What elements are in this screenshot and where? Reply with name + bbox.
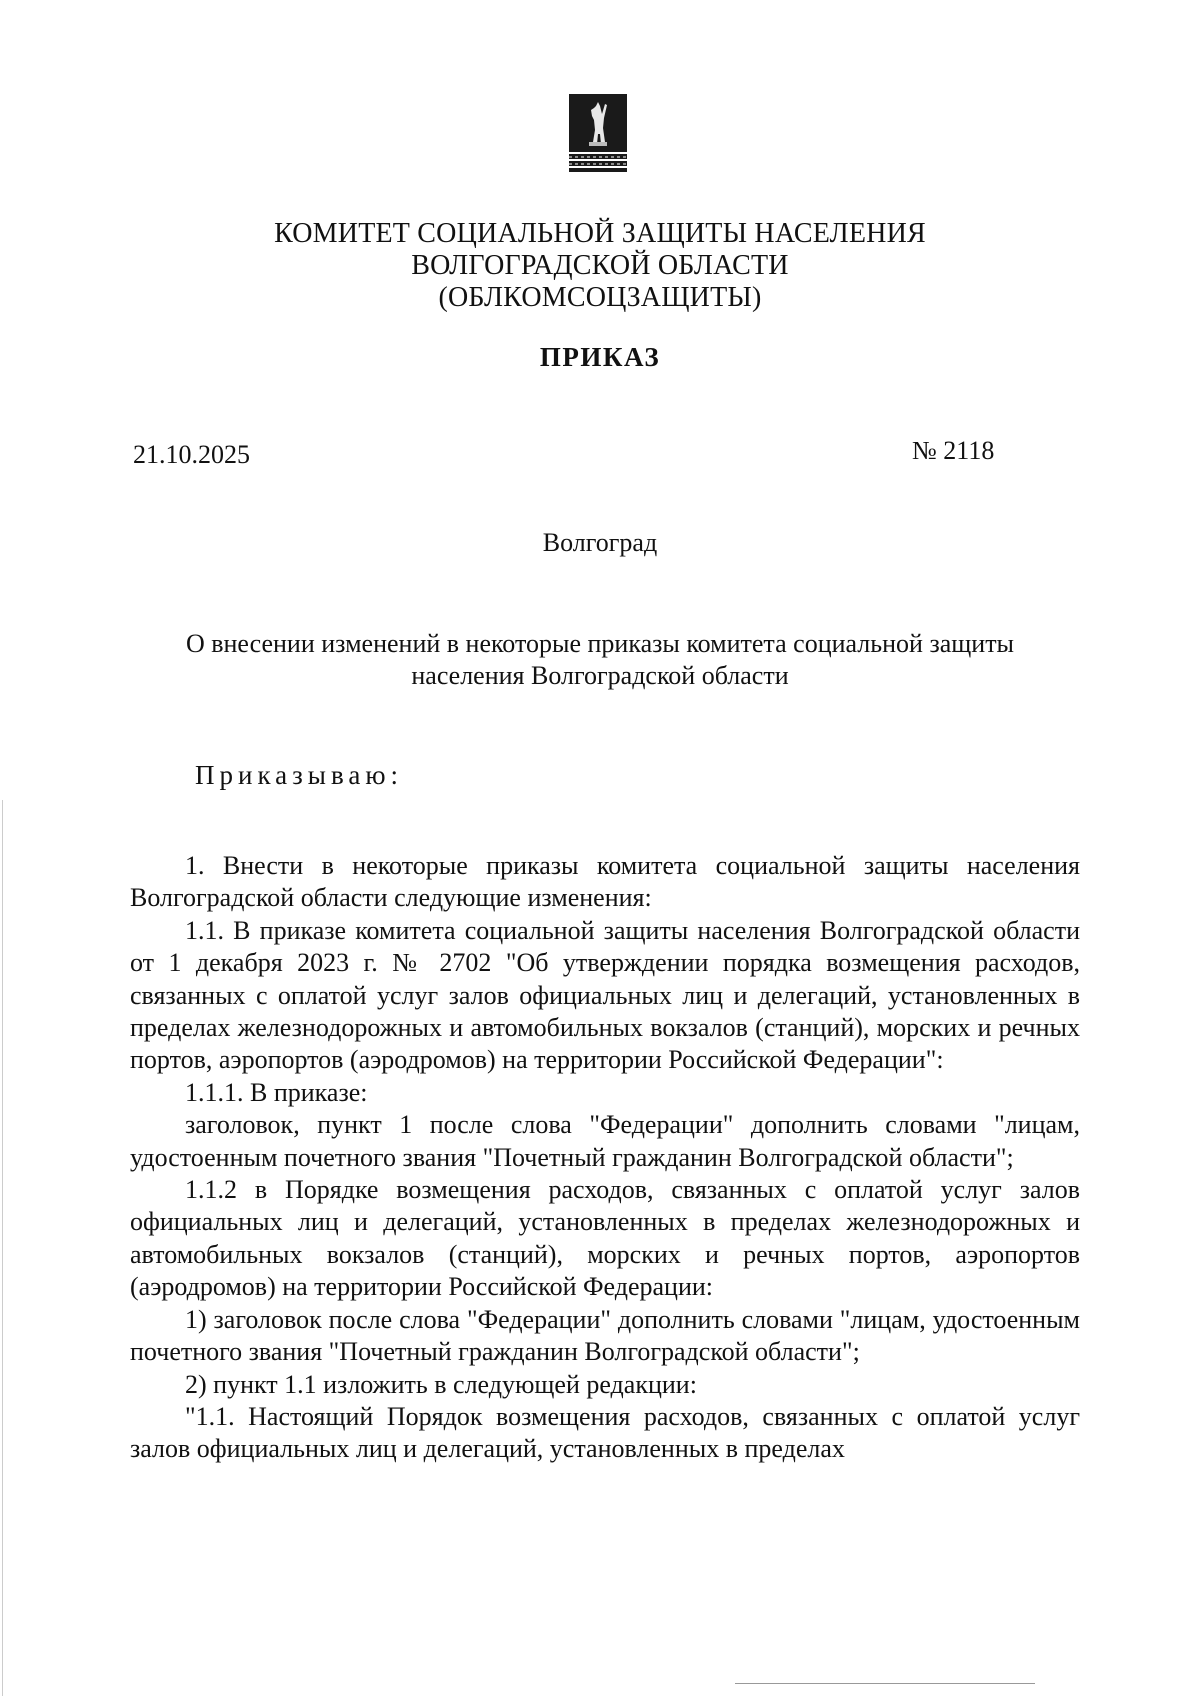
order-word: Приказываю: [195, 760, 403, 790]
scan-margin-line [2, 800, 3, 1696]
body-paragraph: 1. Внести в некоторые приказы комитета социальной защиты населения Волгоградской области следующие изменения: [130, 851, 1080, 913]
document-number: № 2118 [912, 436, 995, 465]
body-paragraph: 2) пункт 1.1 изложить в следующей редакции: [185, 1369, 697, 1399]
body-paragraph: "1.1. Настоящий Порядок возмещения расходов, связанных с оплатой услуг залов официальных лиц и делегаций, установленных в пределах [130, 1401, 1080, 1464]
document-subject [150, 628, 1050, 692]
document-type-title: ПРИКАЗ [539, 342, 661, 372]
header-line-3: (ОБЛКОМСОЦЗАЩИТЫ) [438, 282, 762, 313]
body-paragraph: заголовок, пункт 1 после слова "Федерации" дополнить словами "лицам, удостоенным почетного звания "Почетный гражданин Волгоградской области"; [130, 1110, 1080, 1172]
document-body [130, 850, 1080, 1466]
subject-line-2: населения Волгоградской области [411, 661, 789, 690]
coat-of-arms-icon [567, 92, 629, 174]
body-paragraph: 1.1.2 в Порядке возмещения расходов, связанных с оплатой услуг залов официальных лиц и делегаций, установленных в пределах железнодорожных и автомобильных вокзалов (станций), морских и речных портов, аэропортов (аэродромов) на территории Российской Федерации: [130, 1175, 1080, 1302]
subject-line-1: О внесении изменений в некоторые приказы комитета социальной защиты [185, 629, 1015, 658]
header-line-2: ВОЛГОГРАДСКОЙ ОБЛАСТИ [411, 250, 789, 281]
organization-header [0, 218, 1200, 314]
document-city: Волгоград [542, 528, 658, 557]
header-line-1: КОМИТЕТ СОЦИАЛЬНОЙ ЗАЩИТЫ НАСЕЛЕНИЯ [274, 218, 926, 249]
document-date: 21.10.2025 [133, 440, 250, 469]
body-paragraph: 1.1. В приказе комитета социальной защиты населения Волгоградской области от 1 декабря 2023 г. № 2702 "Об утверждении порядка возмещения расходов, связанных с оплатой услуг залов официальных лиц и делегаций, установленных в пределах железнодорожных и автомобильных вокзалов (станций), морских и речных портов, аэропортов (аэродромов) на территории Российской Федерации": [130, 915, 1080, 1075]
page-bottom-rule [735, 1683, 1035, 1684]
body-paragraph: 1.1.1. В приказе: [185, 1077, 368, 1107]
body-paragraph: 1) заголовок после слова "Федерации" дополнить словами "лицам, удостоенным почетного звания "Почетный гражданин Волгоградской области"; [130, 1304, 1080, 1367]
